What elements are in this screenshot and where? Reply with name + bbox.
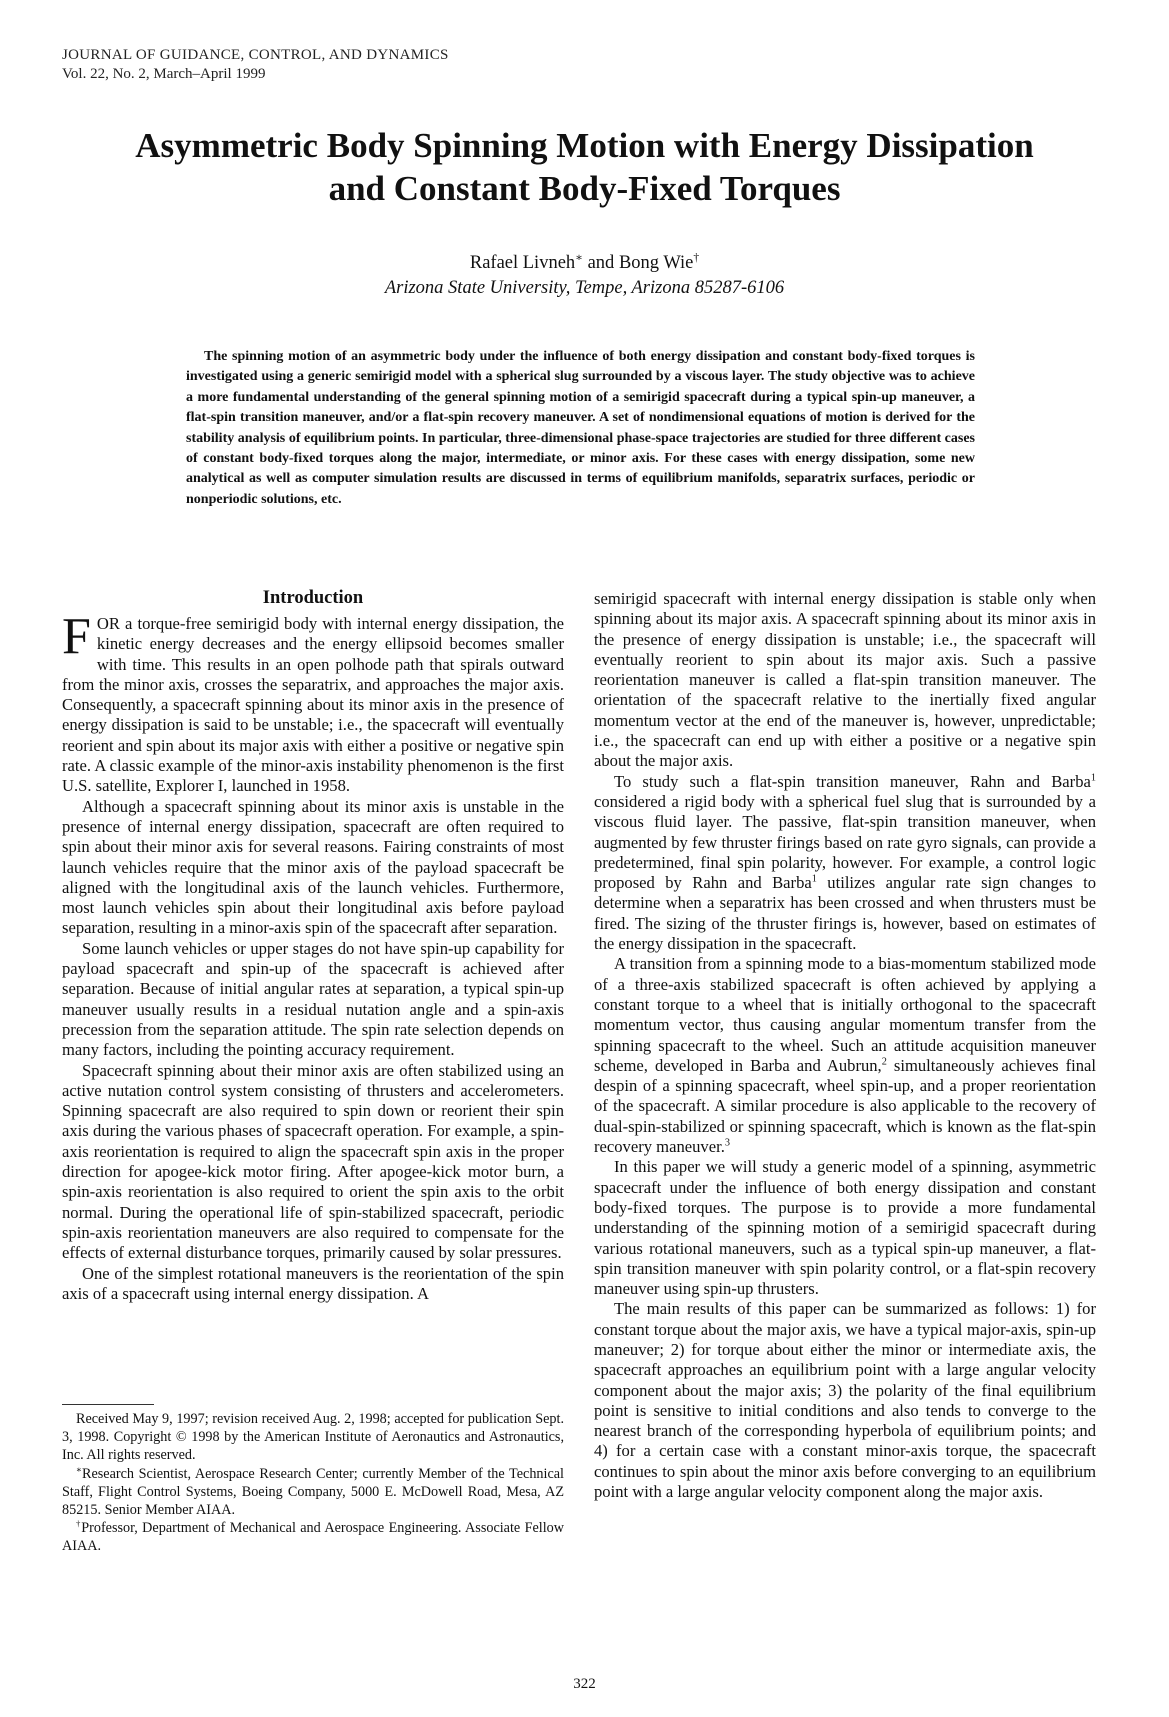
paragraph-8-part-b: simultaneously achieves final despin of a spinning spacecraft, wheel spin-up, and a proper reorientation of the spacecraft. A similar procedure is also applicable to the recovery of dual-spin-stabilized or spinning spacecraft, which is known as the flat-spin recovery maneuver.	[594, 1055, 1096, 1157]
reference-mark: 1	[1090, 772, 1096, 784]
author-2-mark: †	[693, 251, 700, 264]
intro-paragraph-8	[594, 954, 1096, 1157]
footnote-1-mark: ∗	[76, 1463, 82, 1474]
journal-name: JOURNAL OF GUIDANCE, CONTROL, AND DYNAMICS	[62, 47, 449, 63]
left-column	[62, 586, 564, 1304]
journal-volume: Vol. 22, No. 2, March–April 1999	[62, 66, 266, 82]
drop-cap: F	[62, 608, 91, 665]
intro-paragraph-1-text: OR a torque-free semirigid body with internal energy dissipation, the kinetic energy decreases and the energy ellipsoid becomes smaller with time. This results in an open polhode path that spirals outward from the minor axis, crosses the separatrix, and approaches the major axis. Consequently, a spacecraft spinning about its minor axis in the presence of energy dissipation is said to be unstable; i.e., the spacecraft will eventually reorient and spin about its major axis with either a positive or negative spin rate. A classic example of the minor-axis instability phenomenon is the first U.S. satellite, Explorer I, launched in 1958.	[62, 614, 564, 796]
paragraph-8-part-a: A transition from a spinning mode to a bias-momentum stabilized mode of a three-axis stabilized spacecraft is often achieved by applying a constant torque to a wheel that is initially orthogonal to the spacecraft momentum vector, thus causing angular momentum transfer from the spinning spacecraft to the wheel. Such an attitude acquisition maneuver scheme, developed in Barba and Aubrun,	[594, 954, 1096, 1075]
paper-title	[60, 124, 1109, 210]
reference-mark: 3	[724, 1137, 730, 1149]
intro-paragraph-2: Although a spacecraft spinning about its minor axis is unstable in the presence of internal energy dissipation, spacecraft are often required to spin about their minor axis for several reasons. Fairing constraints of most launch vehicles require that the minor axis of the payload spacecraft be aligned with the longitudinal axis of the launch vehicles. Furthermore, most launch vehicles spin about their longitudinal axis before payload separation, resulting in a minor-axis spin of the spacecraft after separation.	[62, 796, 564, 938]
reference-mark: 1	[811, 873, 817, 885]
author-1: Rafael Livneh	[469, 253, 576, 273]
author-line	[0, 251, 1169, 275]
paragraph-7-part-c: utilizes angular rate sign changes to determine when a separatrix has been crossed and when thrusters must be fired. The sizing of the thruster firings is, however, based on estimates of the energy dissipation in the spacecraft.	[594, 873, 1096, 954]
author-1-mark: ∗	[575, 251, 583, 264]
reference-mark: 2	[881, 1056, 887, 1068]
footnote-2	[62, 1519, 564, 1555]
intro-paragraph-6: semirigid spacecraft with internal energy dissipation is stable only when spinning about its major axis. A spacecraft spinning about its minor axis in the presence of energy dissipation is unstable; i.e., the spacecraft will eventually reorient to spin about its major axis. Such a passive reorientation maneuver is called a flat-spin transition maneuver. The orientation of the spacecraft relative to the inertially fixed angular momentum vector at the end of the maneuver is, however, unpredictable; i.e., the spacecraft can end up with either a positive or a negative spin about the major axis.	[594, 589, 1096, 771]
journal-header	[62, 46, 449, 84]
intro-paragraph-10: The main results of this paper can be summarized as follows: 1) for constant torque about the major axis, we have a typical major-axis, spin-up maneuver; 2) for torque about either the minor or intermediate axis, the spacecraft approaches an equilibrium point with a large angular velocity component about the major axis; 3) the polarity of the final equilibrium point is sensitive to initial conditions and also tends to converge to the nearest branch of the corresponding hyperbola of equilibrium points; and 4) for a certain case with a constant minor-axis torque, the spacecraft continues to spin about the minor axis before converging to an equilibrium point with a large angular velocity component along the major axis.	[594, 1299, 1096, 1502]
paragraph-7-part-a: To study such a flat-spin transition maneuver, Rahn and Barba	[614, 771, 1091, 791]
footnotes	[62, 1410, 564, 1556]
author-joiner: and	[582, 253, 619, 273]
footnote-1	[62, 1465, 564, 1520]
title-line-2: and Constant Body-Fixed Torques	[328, 169, 841, 208]
title-line-1: Asymmetric Body Spinning Motion with Energy Dissipation	[135, 126, 1034, 165]
paragraph-7-part-b: considered a rigid body with a spherical fuel slug that is surrounded by a viscous fluid layer. The passive, flat-spin transition maneuver, when augmented by few thruster firings based on rate gyro signals, can provide a predetermined, final spin polarity, however. For example, a control logic proposed by Rahn and Barba	[594, 791, 1096, 893]
intro-paragraph-4: Spacecraft spinning about their minor axis are often stabilized using an active nutation control system consisting of thrusters and accelerometers. Spinning spacecraft are also required to spin down or reorient their spin axis during the various phases of spacecraft operation. For example, a spin-axis reorientation is required to align the spacecraft spin axis in the proper direction for apogee-kick motor firing. After apogee-kick motor burn, a spin-axis reorientation is also required to orient the spin axis to the orbit normal. During the operational life of spin-stabilized spacecraft, periodic spin-axis reorientation maneuvers are also required to compensate for the effects of external disturbance torques, primarily caused by solar pressures.	[62, 1060, 564, 1263]
page-number: 322	[573, 1676, 596, 1692]
footnote-1-text: Research Scientist, Aerospace Research Center; currently Member of the Technical Staff, Flight Control Systems, Boeing Company, 5000 E. McDowell Road, Mesa, AZ 85215. Senior Member AIAA.	[62, 1465, 564, 1519]
abstract: The spinning motion of an asymmetric body under the influence of both energy dissipation and constant body-fixed torques is investigated using a generic semirigid model with a spherical slug surrounded by a viscous layer. The study objective was to achieve a more fundamental understanding of the general spinning motion of a semirigid spacecraft during a typical spin-up maneuver, a flat-spin transition maneuver, and/or a flat-spin recovery maneuver. A set of nondimensional equations of motion is derived for the stability analysis of equilibrium points. In particular, three-dimensional phase-space trajectories are studied for three different cases of constant body-fixed torques along the major, intermediate, or minor axis. For these cases with energy dissipation, some new analytical as well as computer simulation results are discussed in terms of equilibrium manifolds, separatrix surfaces, periodic or nonperiodic solutions, etc.	[186, 349, 975, 507]
footnote-2-mark: †	[76, 1518, 82, 1529]
section-heading-introduction: Introduction	[262, 588, 364, 608]
footnote-rule	[62, 1404, 154, 1405]
author-2: Bong Wie	[618, 253, 694, 273]
intro-paragraph-5: One of the simplest rotational maneuvers is the reorientation of the spin axis of a spacecraft using internal energy dissipation. A	[62, 1263, 564, 1303]
intro-paragraph-3: Some launch vehicles or upper stages do not have spin-up capability for payload spacecraft and spin-up of the spacecraft is achieved after separation. Because of initial angular rates at separation, a typical spin-up maneuver usually results in a residual nutation angle and a spin-axis precession from the separation attitude. The spin rate selection depends on many factors, including the pointing accuracy requirement.	[62, 938, 564, 1060]
right-column	[594, 589, 1096, 1502]
intro-paragraph-9: In this paper we will study a generic model of a spinning, asymmetric spacecraft under the influence of both energy dissipation and constant body-fixed torques. The purpose is to provide a more fundamental understanding of the spinning motion of a semirigid spacecraft during various rotational maneuvers, such as a typical spin-up maneuver, a flat-spin transition maneuver with spin polarity control, or a flat-spin recovery maneuver using spin-up thrusters.	[594, 1157, 1096, 1299]
footnote-received: Received May 9, 1997; revision received Aug. 2, 1998; accepted for publication Sept. 3, 1998. Copyright © 1998 by the American Institute of Aeronautics and Astronautics, Inc. All rights reserved.	[62, 1411, 564, 1464]
footnote-2-text: Professor, Department of Mechanical and Aerospace Engineering. Associate Fellow AIAA.	[62, 1520, 564, 1555]
intro-paragraph-1	[62, 608, 564, 797]
intro-paragraph-7	[594, 772, 1096, 955]
affiliation: Arizona State University, Tempe, Arizona 85287-6106	[384, 278, 785, 298]
